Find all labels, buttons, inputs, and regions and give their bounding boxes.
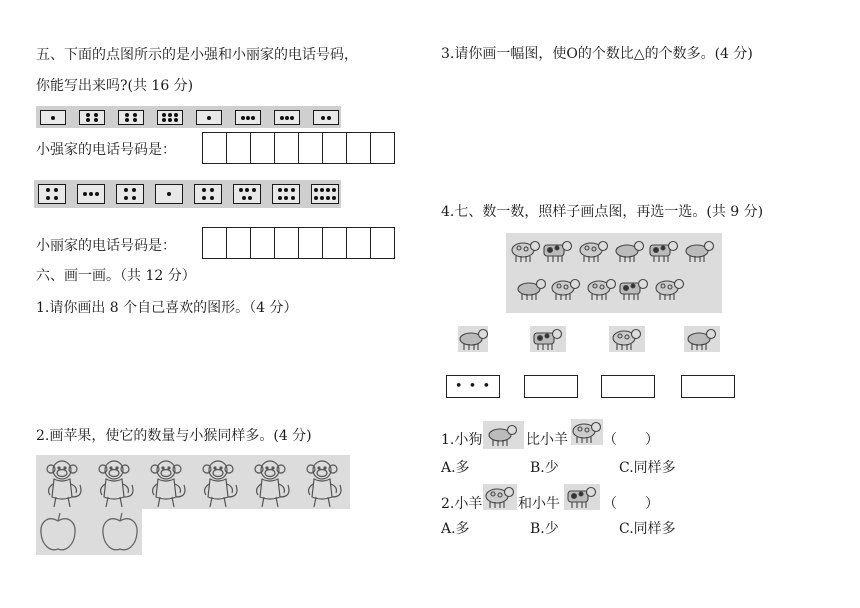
q1-answer-paren[interactable]: （ ） bbox=[603, 432, 659, 448]
dot bbox=[314, 196, 318, 200]
digit-box[interactable] bbox=[227, 132, 251, 164]
dot-card bbox=[274, 110, 300, 125]
digit-box[interactable] bbox=[275, 227, 299, 259]
dot bbox=[245, 188, 249, 192]
dot bbox=[291, 188, 295, 192]
dot bbox=[210, 188, 214, 192]
sheep-icon bbox=[580, 242, 608, 263]
dot-card bbox=[157, 110, 183, 125]
cow-icon bbox=[544, 242, 572, 263]
digit-box[interactable] bbox=[251, 227, 275, 259]
q1-option-a[interactable]: A.多 bbox=[441, 460, 470, 476]
dot bbox=[46, 196, 50, 200]
dot bbox=[94, 118, 98, 122]
dot-card bbox=[79, 110, 105, 125]
dot bbox=[332, 196, 336, 200]
dot-picture-row-1 bbox=[36, 106, 341, 128]
dot-card bbox=[311, 184, 339, 204]
cow-icon bbox=[530, 326, 566, 352]
dot-card bbox=[235, 110, 261, 125]
dot bbox=[132, 188, 136, 192]
q2-prefix: 2.小羊 bbox=[441, 496, 483, 512]
dot bbox=[124, 196, 128, 200]
dot bbox=[207, 116, 211, 120]
dog-icon bbox=[616, 242, 644, 263]
xiaoqiang-label: 小强家的电话号码是： bbox=[36, 142, 176, 158]
q5-heading-line1: 五、下面的点图所示的是小强和小丽家的电话号码， bbox=[36, 47, 358, 63]
digit-box[interactable] bbox=[203, 227, 227, 259]
sheep-icon bbox=[486, 488, 514, 509]
dot bbox=[86, 118, 90, 122]
digit-box[interactable] bbox=[275, 132, 299, 164]
q2-answer-paren[interactable]: （ ） bbox=[603, 496, 659, 512]
digit-box[interactable] bbox=[323, 132, 347, 164]
dot bbox=[124, 188, 128, 192]
dot-card bbox=[38, 184, 66, 204]
dot bbox=[314, 188, 318, 192]
digit-box[interactable] bbox=[371, 132, 395, 164]
cow-icon bbox=[534, 330, 562, 351]
monkeys-picture bbox=[36, 455, 350, 509]
dot bbox=[241, 116, 245, 120]
example-dots: • • • bbox=[454, 379, 492, 394]
digit-box[interactable] bbox=[299, 132, 323, 164]
sheep-icon bbox=[571, 419, 603, 445]
cow-icon bbox=[564, 484, 600, 510]
q2a-drawing bbox=[483, 484, 517, 510]
sheep-icon bbox=[483, 484, 517, 510]
dot-answer-box-example bbox=[446, 375, 500, 398]
dot-card bbox=[40, 110, 66, 125]
q1-option-c[interactable]: C.同样多 bbox=[619, 460, 676, 476]
dot bbox=[86, 113, 90, 117]
dot-card bbox=[313, 110, 339, 125]
sheep-icon bbox=[588, 280, 616, 301]
monkey-icon bbox=[151, 461, 185, 507]
dog-icon bbox=[458, 326, 488, 352]
dot bbox=[290, 116, 294, 120]
ani1-drawing bbox=[458, 326, 488, 352]
apple-icon bbox=[41, 513, 75, 550]
sheep-icon bbox=[609, 326, 645, 352]
dot bbox=[320, 196, 324, 200]
q6-item1: 1.请你画出 8 个自己喜欢的图形。（4 分） bbox=[36, 300, 298, 316]
digit-box[interactable] bbox=[323, 227, 347, 259]
dot bbox=[133, 118, 137, 122]
dot bbox=[327, 116, 331, 120]
dot bbox=[284, 188, 288, 192]
digit-box[interactable] bbox=[251, 132, 275, 164]
dot bbox=[89, 192, 93, 196]
sheep-icon bbox=[552, 280, 580, 301]
apples-picture bbox=[36, 509, 142, 555]
q1-option-b[interactable]: B.少 bbox=[530, 460, 559, 476]
q1-prefix: 1.小狗 bbox=[441, 432, 483, 448]
digit-box[interactable] bbox=[347, 227, 371, 259]
dog-icon bbox=[483, 421, 524, 449]
monkey-icon bbox=[307, 461, 341, 507]
dot bbox=[320, 188, 324, 192]
digit-box[interactable] bbox=[299, 227, 323, 259]
dot-card bbox=[155, 184, 183, 204]
animals-picture bbox=[506, 233, 722, 313]
q1-mid: 比小羊 bbox=[526, 432, 568, 448]
xiaoli-number-boxes bbox=[202, 227, 395, 259]
q5-heading-line2: 你能写出来吗?(共 16 分) bbox=[36, 78, 194, 94]
dot bbox=[246, 116, 250, 120]
dot-card bbox=[194, 184, 222, 204]
dot bbox=[174, 118, 178, 122]
dot bbox=[321, 116, 325, 120]
monkey-icon bbox=[47, 461, 81, 507]
q2-mid: 和小牛 bbox=[518, 496, 560, 512]
dot-answer-box-4[interactable] bbox=[681, 375, 735, 398]
animals-drawing bbox=[506, 233, 722, 313]
monkey-icon bbox=[255, 461, 289, 507]
dot bbox=[168, 118, 172, 122]
q2b-drawing bbox=[564, 484, 600, 510]
dot bbox=[284, 196, 288, 200]
apple-icon bbox=[103, 513, 137, 550]
sheep-icon bbox=[573, 423, 601, 444]
cow-icon bbox=[650, 242, 678, 263]
q1a-drawing bbox=[483, 421, 524, 449]
digit-box[interactable] bbox=[227, 227, 251, 259]
sheep-icon bbox=[613, 330, 641, 351]
item4-text: 4.七、数一数，照样子画点图，再选一选。(共 9 分) bbox=[441, 204, 764, 220]
digit-box[interactable] bbox=[371, 227, 395, 259]
q1b-drawing bbox=[571, 419, 603, 445]
dot-card bbox=[196, 110, 222, 125]
dot bbox=[202, 188, 206, 192]
digit-box[interactable] bbox=[203, 132, 227, 164]
dot-answer-box-2[interactable] bbox=[524, 375, 578, 398]
monkeys-drawing bbox=[36, 455, 350, 509]
xiaoli-label: 小丽家的电话号码是： bbox=[36, 238, 176, 254]
xiaoqiang-number-boxes bbox=[202, 132, 395, 164]
dot-answer-box-3[interactable] bbox=[601, 375, 655, 398]
dot bbox=[278, 196, 282, 200]
dot bbox=[251, 116, 255, 120]
monkey-icon bbox=[203, 461, 237, 507]
dot bbox=[202, 196, 206, 200]
dot bbox=[83, 192, 87, 196]
dot bbox=[133, 113, 137, 117]
dot bbox=[125, 118, 129, 122]
dot bbox=[278, 188, 282, 192]
ani3-drawing bbox=[609, 326, 645, 352]
dot-picture-row-2 bbox=[34, 180, 341, 208]
dot bbox=[162, 118, 166, 122]
dot bbox=[162, 113, 166, 117]
dot bbox=[280, 116, 284, 120]
dot-card bbox=[272, 184, 300, 204]
dot bbox=[242, 196, 246, 200]
sheep-icon bbox=[512, 242, 540, 263]
dot-card bbox=[77, 184, 105, 204]
dot bbox=[125, 113, 129, 117]
dot bbox=[167, 192, 171, 196]
dog-icon bbox=[688, 330, 716, 351]
monkey-icon bbox=[99, 461, 133, 507]
cow-icon bbox=[568, 488, 596, 509]
digit-box[interactable] bbox=[347, 132, 371, 164]
q6-heading: 六、画一画。（共 12 分） bbox=[36, 268, 196, 284]
dot bbox=[252, 188, 256, 192]
q6-item2: 2.画苹果，使它的数量与小猴同样多。(4 分) bbox=[36, 428, 312, 444]
dot bbox=[291, 196, 295, 200]
dot bbox=[54, 196, 58, 200]
q2-option-a[interactable]: A.多 bbox=[441, 521, 470, 537]
dot bbox=[168, 113, 172, 117]
dog-icon bbox=[686, 242, 714, 263]
apples-drawing bbox=[36, 509, 142, 555]
dot bbox=[326, 188, 330, 192]
ani4-drawing bbox=[684, 326, 720, 352]
dot-card bbox=[116, 184, 144, 204]
dot bbox=[94, 113, 98, 117]
q2-option-b[interactable]: B.少 bbox=[530, 521, 559, 537]
dot bbox=[46, 188, 50, 192]
cow-icon bbox=[620, 280, 648, 301]
sheep-icon bbox=[656, 280, 684, 301]
dot bbox=[248, 196, 252, 200]
dot bbox=[95, 192, 99, 196]
dot-card bbox=[233, 184, 261, 204]
dot bbox=[174, 113, 178, 117]
ani2-drawing bbox=[530, 326, 566, 352]
sheep-icon bbox=[684, 326, 720, 352]
dog-icon bbox=[489, 426, 517, 447]
dog-icon bbox=[518, 280, 546, 301]
dog-icon bbox=[460, 330, 488, 351]
dot bbox=[239, 188, 243, 192]
item3-text: 3.请你画一幅图，使O的个数比△的个数多。(4 分) bbox=[441, 46, 753, 62]
dot bbox=[51, 116, 55, 120]
dot bbox=[210, 196, 214, 200]
dot-card bbox=[118, 110, 144, 125]
dot bbox=[285, 116, 289, 120]
dot bbox=[326, 196, 330, 200]
dot bbox=[332, 188, 336, 192]
dot bbox=[54, 188, 58, 192]
q2-option-c[interactable]: C.同样多 bbox=[619, 521, 676, 537]
dot bbox=[132, 196, 136, 200]
